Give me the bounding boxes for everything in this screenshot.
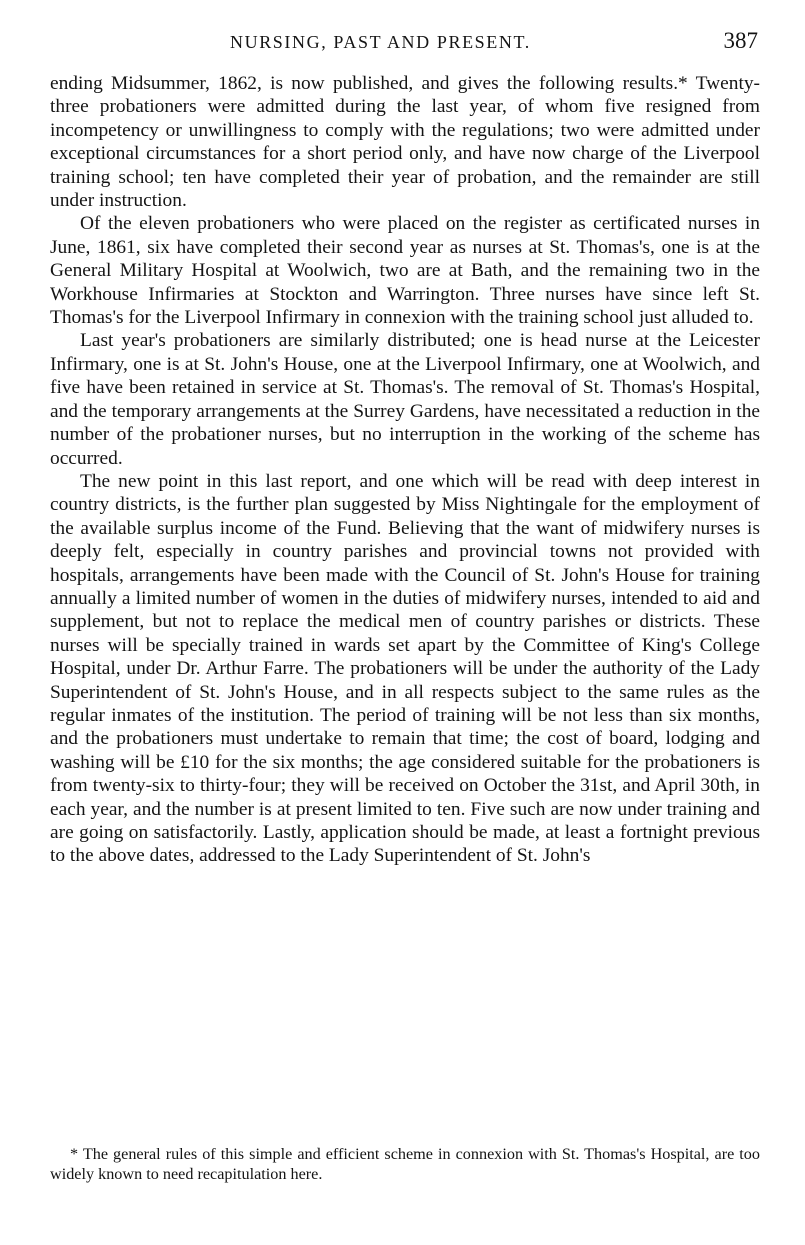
- page-number: 387: [723, 28, 758, 53]
- page-header: [50, 28, 762, 58]
- footnote: * The general rules of this simple and efficient scheme in connexion with St. Thomas's Hospital, are too widely known to need recapitulation here.: [50, 1145, 760, 1183]
- paragraph-new-point: The new point in this last report, and one which will be read with deep interest in country districts, is the further plan suggested by Miss Nightingale for the employment of the available surplus income of the Fund. Believing that the want of midwifery nurses is deeply felt, especially in country parishes and provincial towns not provided with hospitals, arrangements have been made with the Council of St. John's House for training annually a limited number of women in the duties of midwifery nurses, intended to aid and supplement, but not to replace the medical men of country parishes or districts. These nurses will be specially trained in wards set apart by the Committee of King's College Hospital, under Dr. Arthur Farre. The probationers will be under the authority of the Lady Superintendent of St. John's House, and in all respects subject to the same rules as the regular inmates of the institution. The period of training will be not less than six months, and the probationers must undertake to remain that time; the cost of board, lodging and washing will be £10 for the six months; the age considered suitable for the probationers is from twenty-six to thirty-four; they will be received on October the 31st, and April 30th, in each year, and the number is at present limited to ten. Five such are now under training and are going on satisfactorily. Lastly, application should be made, at least a fortnight previous to the above dates, addressed to the Lady Superintendent of St. John's: [50, 470, 760, 867]
- body-text: [50, 72, 760, 868]
- paragraph-eleven-probationers: Of the eleven probationers who were placed on the register as certificated nurses in June, 1861, six have completed their second year as nurses at St. Thomas's, one is at the General Military Hospital at Woolwich, two are at Bath, and the remaining two in the Workhouse Infirmaries at Stockton and Warrington. Three nurses have since left St. Thomas's for the Liverpool Infirmary in connexion with the training school just alluded to.: [50, 213, 760, 329]
- paragraph-continued: ending Midsummer, 1862, is now published, and gives the following results.* Twenty-three probationers were admitted during the last year, of whom five resigned from incompetency or unwillingness to comply with the regulations; two were admitted under exceptional circumstances for a short period only, and have now charge of the Liverpool training school; ten have completed their year of probation, and the remainder are still under instruction.: [50, 73, 760, 212]
- running-head: NURSING, PAST AND PRESENT.: [230, 32, 531, 52]
- paragraph-last-years-probationers: Last year's probationers are similarly distributed; one is head nurse at the Leicester Infirmary, one is at St. John's House, one at the Liverpool Infirmary, one at Woolwich, and five have been retained in service at St. Thomas's. The removal of St. Thomas's Hospital, and the temporary arrangements at the Surrey Gardens, have necessitated a reduction in the number of the probationer nurses, but no interruption in the working of the scheme has occurred.: [50, 330, 760, 469]
